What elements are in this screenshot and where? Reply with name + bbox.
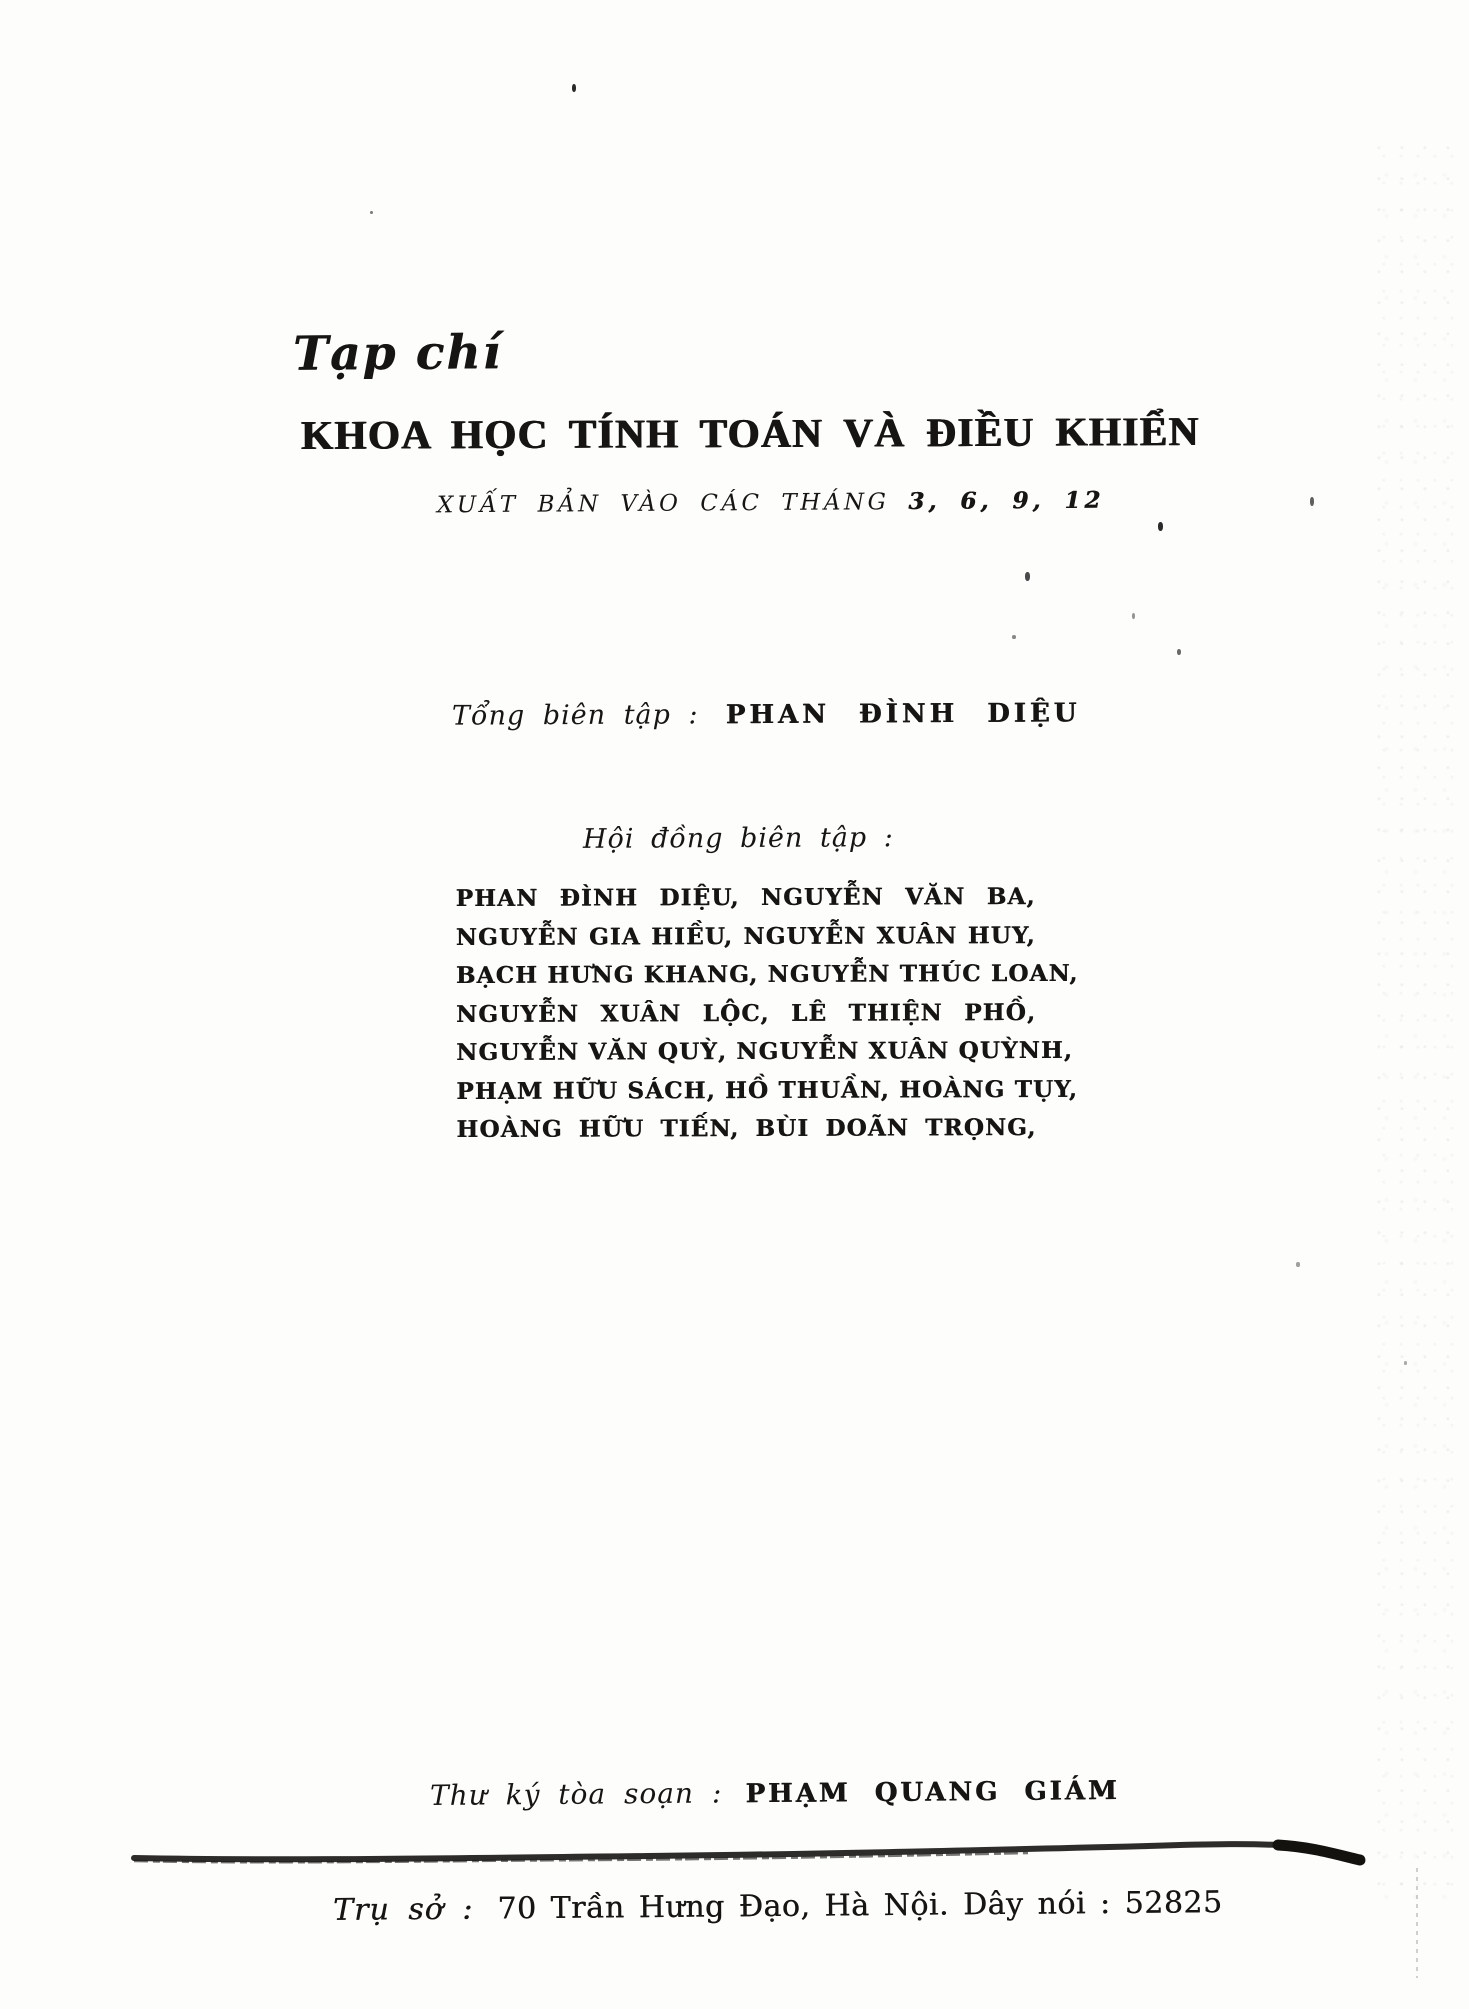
scan-speck: [572, 84, 576, 92]
scan-speck: [1025, 572, 1030, 581]
address-label: Trụ sở :: [332, 1891, 474, 1928]
journal-kicker: Tạp chí: [292, 325, 503, 382]
scan-speck: [1132, 613, 1135, 619]
scan-speck: [1404, 1361, 1407, 1365]
horizontal-rule: [128, 1833, 1373, 1873]
editor-in-chief-line: [452, 697, 1080, 731]
board-member-line: NGUYỄN VĂN QUỲ, NGUYỄN XUÂN QUỲNH,: [456, 1036, 1073, 1067]
board-member-line: HOÀNG HỮU TIẾN, BÙI DOÃN TRỌNG,: [456, 1113, 1037, 1144]
editor-in-chief-name: PHAN ĐÌNH DIỆU: [725, 698, 1081, 731]
scan-speck: [1158, 522, 1163, 531]
scan-speck: [1296, 1262, 1300, 1267]
board-member-line: PHẠM HỮU SÁCH, HỒ THUẦN, HOÀNG TỤY,: [456, 1075, 1079, 1105]
scan-speck: [1310, 497, 1314, 506]
board-member-line: BẠCH HƯNG KHANG, NGUYỄN THÚC LOAN,: [455, 959, 1079, 990]
publication-schedule-text: XUẤT BẢN VÀO CÁC THÁNG: [436, 489, 890, 519]
address-line: [333, 1885, 1223, 1928]
publication-schedule: [437, 487, 1104, 519]
scan-speck: [1177, 649, 1181, 655]
board-member-line: PHAN ĐÌNH DIỆU, NGUYỄN VĂN BA,: [455, 882, 1036, 913]
editorial-board-label: Hội đồng biên tập :: [582, 822, 894, 855]
secretary-line: [430, 1773, 1120, 1812]
scan-noise-margin: [1372, 140, 1467, 1900]
scan-speck: [1012, 635, 1016, 639]
address-text: 70 Trần Hưng Đạo, Hà Nội. Dây nói : 52825: [497, 1885, 1223, 1927]
editor-in-chief-label: Tổng biên tập :: [451, 699, 699, 732]
scan-speck: [370, 211, 373, 214]
editorial-board-list: [455, 878, 1079, 1150]
publication-months: 3, 6, 9, 12: [908, 486, 1105, 516]
journal-title: KHOA HỌC TÍNH TOÁN VÀ ĐIỀU KHIỂN: [300, 408, 1200, 458]
board-member-line: NGUYỄN XUÂN LỘC, LÊ THIỆN PHỒ,: [455, 998, 1037, 1028]
scan-streak: [1416, 1868, 1418, 1978]
board-member-line: NGUYỄN GIA HIỀU, NGUYỄN XUÂN HUY,: [455, 921, 1036, 951]
secretary-label: Thư ký tòa soạn :: [429, 1776, 723, 1813]
secretary-name: PHẠM QUANG GIÁM: [745, 1775, 1120, 1810]
